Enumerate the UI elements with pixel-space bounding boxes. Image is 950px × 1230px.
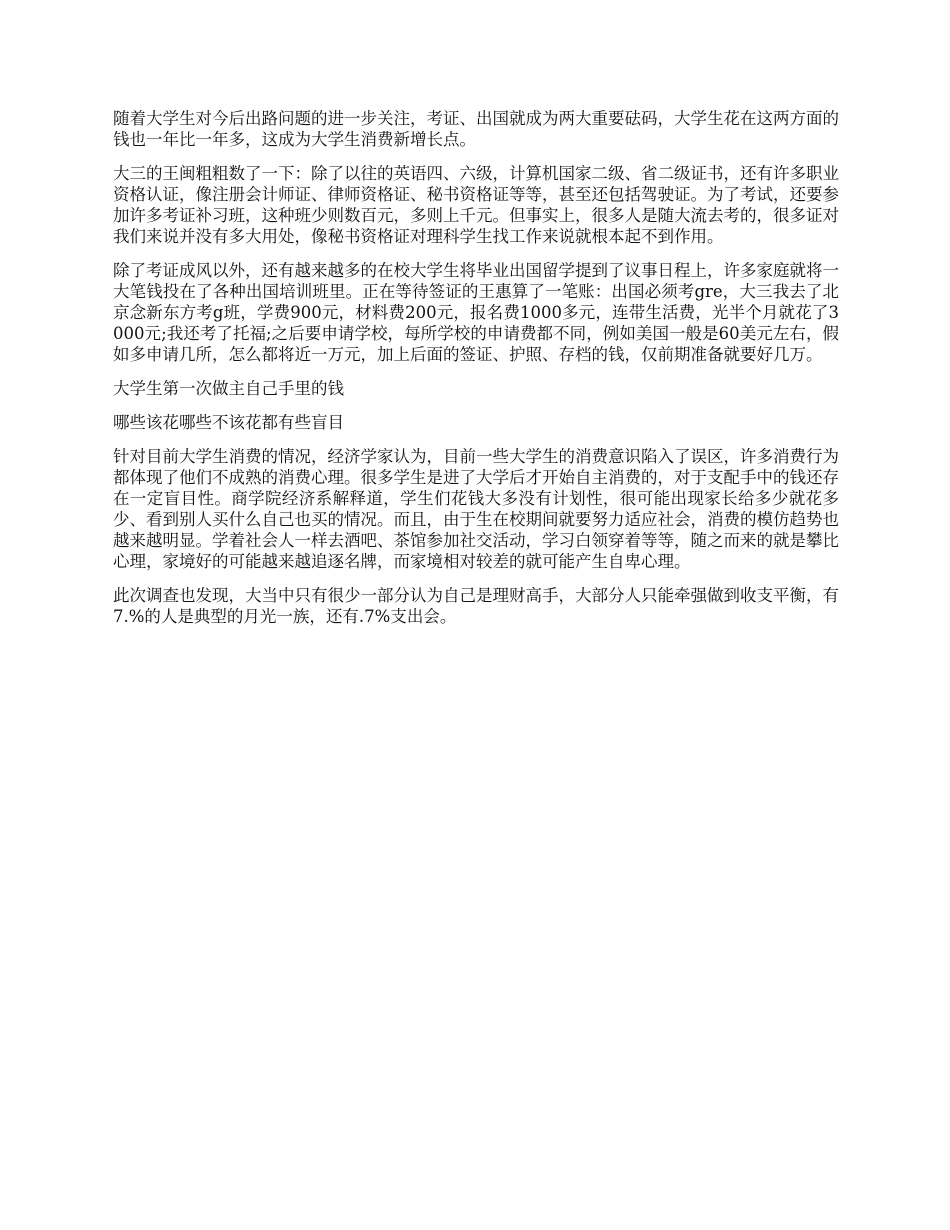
paragraph-certificates-abroad: 随着大学生对今后出路问题的进一步关注，考证、出国就成为两大重要砝码，大学生花在这两方面的钱也一年比一年多，这成为大学生消费新增长点。: [113, 109, 839, 149]
paragraph-study-abroad: 除了考证成风以外，还有越来越多的在校大学生将毕业出国留学提到了议事日程上，许多家庭就将一大笔钱投在了各种出国培训班里。正在等待签证的王惠算了一笔账：出国必须考gre，大三我去了北京念新东方考g班，学费900元，材料费200元，报名费1000多元，连带生活费，光半个月就花了3000元;我还考了托福;之后要申请学校，每所学校的申请费都不同，例如美国一般是60美元左右，假如多申请几所，怎么都将近一万元，加上后面的签证、护照、存档的钱，仅前期准备就要好几万。: [113, 261, 839, 364]
paragraph-economist-view: 针对目前大学生消费的情况，经济学家认为，目前一些大学生的消费意识陷入了误区，许多消费行为都体现了他们不成熟的消费心理。很多学生是进了大学后才开始自主消费的，对于支配手中的钱还存在一定盲目性。商学院经济系解释道，学生们花钱大多没有计划性，很可能出现家长给多少就花多少、看到别人买什么自己也买的情况。而且，由于生在校期间就要努力适应社会，消费的模仿趋势也越来越明显。学着社会人一样去酒吧、茶馆参加社交活动，学习白领穿着等等，随之而来的就是攀比心理，家境好的可能越来越追逐名牌，而家境相对较差的就可能产生自卑心理。: [113, 447, 839, 571]
subheading-first-time-money: 大学生第一次做主自己手里的钱: [113, 379, 344, 398]
document-body: [113, 108, 839, 640]
subheading-blind-spending: 哪些该花哪些不该花都有些盲目: [113, 413, 344, 432]
paragraph-survey-findings: 此次调查也发现，大当中只有很少一部分认为自己是理财高手，大部分人只能牵强做到收支平衡，有7.%的人是典型的月光一族，还有.7%支出会。: [113, 586, 839, 626]
paragraph-wang-min: 大三的王闽粗粗数了一下：除了以往的英语四、六级，计算机国家二级、省二级证书，还有许多职业资格认证，像注册会计师证、律师资格证、秘书资格证等等，甚至还包括驾驶证。为了考试，还要参加许多考证补习班，这种班少则数百元，多则上千元。但事实上，很多人是随大流去考的，很多证对我们来说并没有多大用处，像秘书资格证对理科学生找工作来说就根本起不到作用。: [113, 164, 839, 246]
